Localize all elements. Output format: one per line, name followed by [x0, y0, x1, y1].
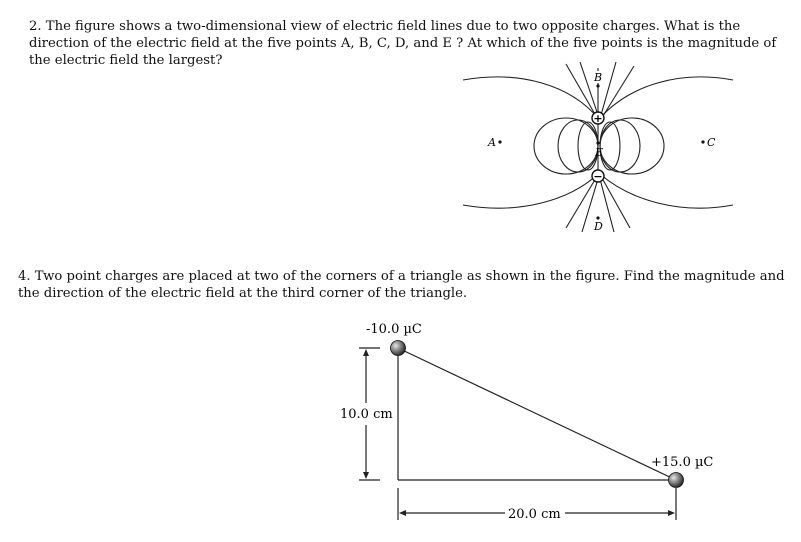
- charge-right-label: +15.0 µC: [651, 455, 714, 470]
- arrowhead-down: [363, 472, 369, 479]
- horizontal-length-label: 20.0 cm: [508, 507, 561, 522]
- question-2-text: 2. The figure shows a two-dimensional view of electric field lines due to two opposite charges. What is the direction of the electric field at the five points A, B, C, D, and E ? At which of the five points is the magnitude of the electric field the largest?: [29, 19, 777, 68]
- label-C: C: [707, 136, 716, 149]
- label-A: A: [488, 136, 496, 149]
- charge-top-sphere: [391, 341, 406, 356]
- label-D: D: [594, 220, 603, 233]
- arrowhead-right: [668, 510, 675, 516]
- charge-right-sphere: [669, 473, 684, 488]
- triangle-hypotenuse: [398, 348, 676, 480]
- question-4-text: 4. Two point charges are placed at two of the corners of a triangle as shown in the figure. Find the magnitude and the direction of the electric field at the third corner of the triangle.: [18, 269, 785, 301]
- label-B: B: [594, 71, 603, 84]
- arrowhead-left: [399, 510, 406, 516]
- negative-sign: −: [593, 170, 603, 183]
- charge-top-label: -10.0 µC: [366, 322, 422, 337]
- label-E: E: [595, 146, 604, 159]
- arrowhead-up: [363, 349, 369, 356]
- positive-sign: +: [593, 112, 603, 125]
- vertical-length-label: 10.0 cm: [340, 407, 393, 422]
